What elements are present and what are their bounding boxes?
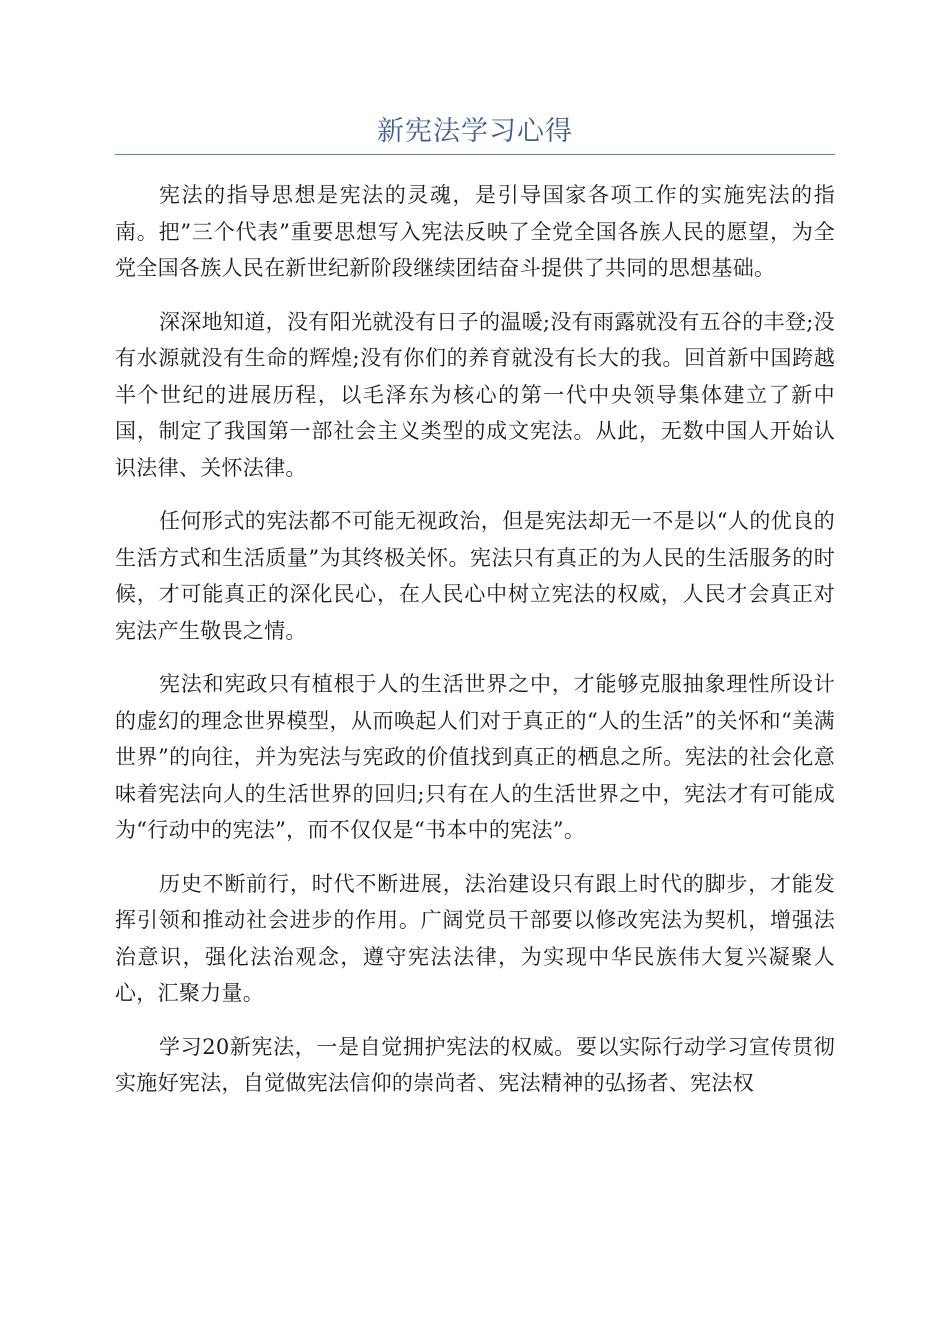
paragraph-1: 宪法的指导思想是宪法的灵魂，是引导国家各项工作的实施宪法的指南。把”三个代表”重要思想写入宪法反映了全党全国各族人民的愿望，为全党全国各族人民在新世纪新阶段继续团结奋斗提供了共同的思想基础。 <box>115 183 835 280</box>
paragraph-4: 宪法和宪政只有植根于人的生活世界之中，才能够克服抽象理性所设计的虚幻的理念世界模型，从而唤起人们对于真正的“人的生活”的关怀和“美满世界”的向往，并为宪法与宪政的价值找到真正的栖息之所。宪法的社会化意味着宪法向人的生活世界的回归;只有在人的生活世界之中，宪法才有可能成为“行动中的宪法”，而不仅仅是“书本中的宪法”。 <box>115 672 835 842</box>
document-title: 新宪法学习心得 <box>377 116 573 147</box>
paragraph-2: 深深地知道，没有阳光就没有日子的温暖;没有雨露就没有五谷的丰登;没有水源就没有生命的辉煌;没有你们的养育就没有长大的我。回首新中国跨越半个世纪的进展历程，以毛泽东为核心的第一代中央领导集体建立了新中国，制定了我国第一部社会主义类型的成文宪法。从此，无数中国人开始认识法律、关怀法律。 <box>115 309 835 480</box>
paragraph-5: 历史不断前行，时代不断进展，法治建设只有跟上时代的脚步，才能发挥引领和推动社会进步的作用。广阔党员干部要以修改宪法为契机，增强法治意识，强化法治观念，遵守宪法法律，为实现中华民族伟大复兴凝聚人心，汇聚力量。 <box>115 871 835 1005</box>
document-body <box>115 177 835 1119</box>
paragraph-3: 任何形式的宪法都不可能无视政治，但是宪法却无一不是以“人的优良的生活方式和生活质量”为其终极关怀。宪法只有真正的为人民的生活服务的时候，才可能真正的深化民心，在人民心中树立宪法的权威，人民才会真正对宪法产生敬畏之情。 <box>115 509 835 643</box>
paragraph-6: 学习20新宪法，一是自觉拥护宪法的权威。要以实际行动学习宣传贯彻实施好宪法，自觉做宪法信仰的崇尚者、宪法精神的弘扬者、宪法权 <box>115 1034 835 1095</box>
title-underline <box>115 154 835 155</box>
